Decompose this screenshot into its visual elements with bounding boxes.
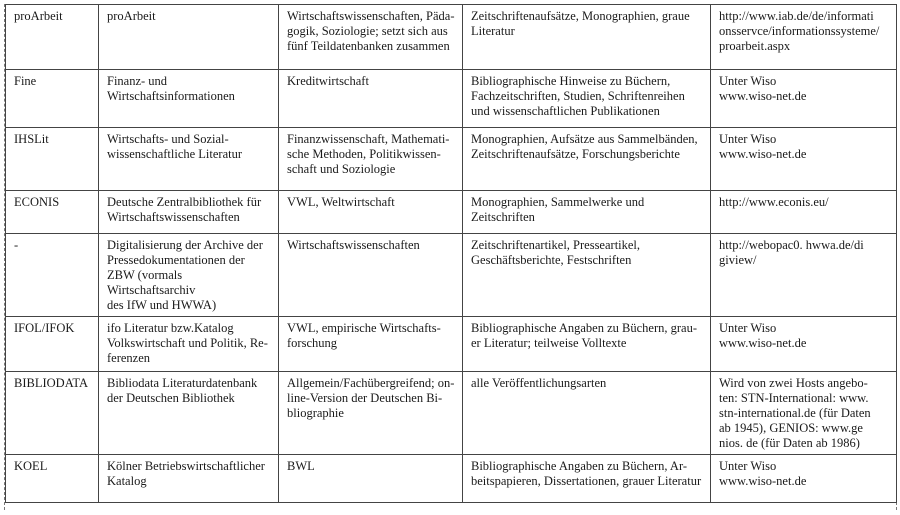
subject-area-cell: BWL bbox=[279, 455, 463, 503]
database-name-cell: Kölner Betriebswirtschaftlicher Katalog bbox=[99, 455, 279, 503]
database-abbreviation-cell: - bbox=[6, 234, 99, 317]
access-cell: http://www.iab.de/de/informati onsservce/informationssysteme/ proarbeit.aspx bbox=[711, 5, 897, 70]
database-name-cell: Deutsche Zentralbibliothek für Wirtschaftswissenschaften bbox=[99, 191, 279, 234]
database-abbreviation-cell: BIBLIODATA bbox=[6, 372, 99, 455]
document-types-cell: Zeitschriftenaufsätze, Monographien, graue Literatur bbox=[463, 5, 711, 70]
access-cell: Unter Wiso www.wiso-net.de bbox=[711, 455, 897, 503]
document-types-cell: Zeitschriftenartikel, Presseartikel, Geschäftsberichte, Festschriften bbox=[463, 234, 711, 317]
database-abbreviation-cell: Fine bbox=[6, 70, 99, 128]
table-row bbox=[6, 372, 897, 455]
document-types-cell: Bibliographische Angaben zu Büchern, grau- er Literatur; teilweise Volltexte bbox=[463, 317, 711, 372]
database-name-cell: Wirtschafts- und Sozial- wissenschaftliche Literatur bbox=[99, 128, 279, 191]
document-types-cell: Monographien, Aufsätze aus Sammelbänden, Zeitschriftenaufsätze, Forschungsberichte bbox=[463, 128, 711, 191]
subject-area-cell: Allgemein/Fachübergreifend; on- line-Version der Deutschen Bi- bliographie bbox=[279, 372, 463, 455]
table-row bbox=[6, 5, 897, 70]
subject-area-cell: Finanzwissenschaft, Mathemati- sche Methoden, Politikwissen- schaft und Soziologie bbox=[279, 128, 463, 191]
document-types-cell: Monographien, Sammelwerke und Zeitschriften bbox=[463, 191, 711, 234]
table-row bbox=[6, 70, 897, 128]
subject-area-cell: Kreditwirtschaft bbox=[279, 70, 463, 128]
subject-area-cell: VWL, Weltwirtschaft bbox=[279, 191, 463, 234]
database-table bbox=[5, 4, 897, 503]
database-name-cell: Finanz- und Wirtschaftsinformationen bbox=[99, 70, 279, 128]
access-cell: Unter Wiso www.wiso-net.de bbox=[711, 317, 897, 372]
table-row bbox=[6, 128, 897, 191]
document-page bbox=[4, 4, 897, 510]
database-abbreviation-cell: ECONIS bbox=[6, 191, 99, 234]
database-name-cell: ifo Literatur bzw.Katalog Volkswirtschaft und Politik, Re- ferenzen bbox=[99, 317, 279, 372]
table-row bbox=[6, 317, 897, 372]
table-row bbox=[6, 191, 897, 234]
access-cell: Unter Wiso www.wiso-net.de bbox=[711, 128, 897, 191]
table-row bbox=[6, 455, 897, 503]
database-abbreviation-cell: IHSLit bbox=[6, 128, 99, 191]
subject-area-cell: VWL, empirische Wirtschafts- forschung bbox=[279, 317, 463, 372]
document-types-cell: Bibliographische Angaben zu Büchern, Ar- beitspapieren, Dissertationen, grauer Literatur bbox=[463, 455, 711, 503]
subject-area-cell: Wirtschaftswissenschaften, Päda- gogik, Soziologie; setzt sich aus fünf Teildatenbanken zusammen bbox=[279, 5, 463, 70]
database-name-cell: proArbeit bbox=[99, 5, 279, 70]
access-cell: Unter Wiso www.wiso-net.de bbox=[711, 70, 897, 128]
document-types-cell: alle Veröffentlichungsarten bbox=[463, 372, 711, 455]
subject-area-cell: Wirtschaftswissenschaften bbox=[279, 234, 463, 317]
table-body bbox=[6, 5, 897, 503]
database-abbreviation-cell: proArbeit bbox=[6, 5, 99, 70]
table-row bbox=[6, 234, 897, 317]
document-types-cell: Bibliographische Hinweise zu Büchern, Fachzeitschriften, Studien, Schriftenreihen und wissenschaftlichen Publikationen bbox=[463, 70, 711, 128]
database-abbreviation-cell: KOEL bbox=[6, 455, 99, 503]
database-name-cell: Bibliodata Literaturdatenbank der Deutschen Bibliothek bbox=[99, 372, 279, 455]
access-cell: http://www.econis.eu/ bbox=[711, 191, 897, 234]
access-cell: Wird von zwei Hosts angebo- ten: STN-International: www. stn-international.de (für Daten ab 1945), GENIOS: www.ge nios. de (für Daten ab 1986) bbox=[711, 372, 897, 455]
database-abbreviation-cell: IFOL/IFOK bbox=[6, 317, 99, 372]
access-cell: http://webopac0. hwwa.de/di giview/ bbox=[711, 234, 897, 317]
database-name-cell: Digitalisierung der Archive der Pressedokumentationen der ZBW (vormals Wirtschaftsarchiv des IfW und HWWA) bbox=[99, 234, 279, 317]
